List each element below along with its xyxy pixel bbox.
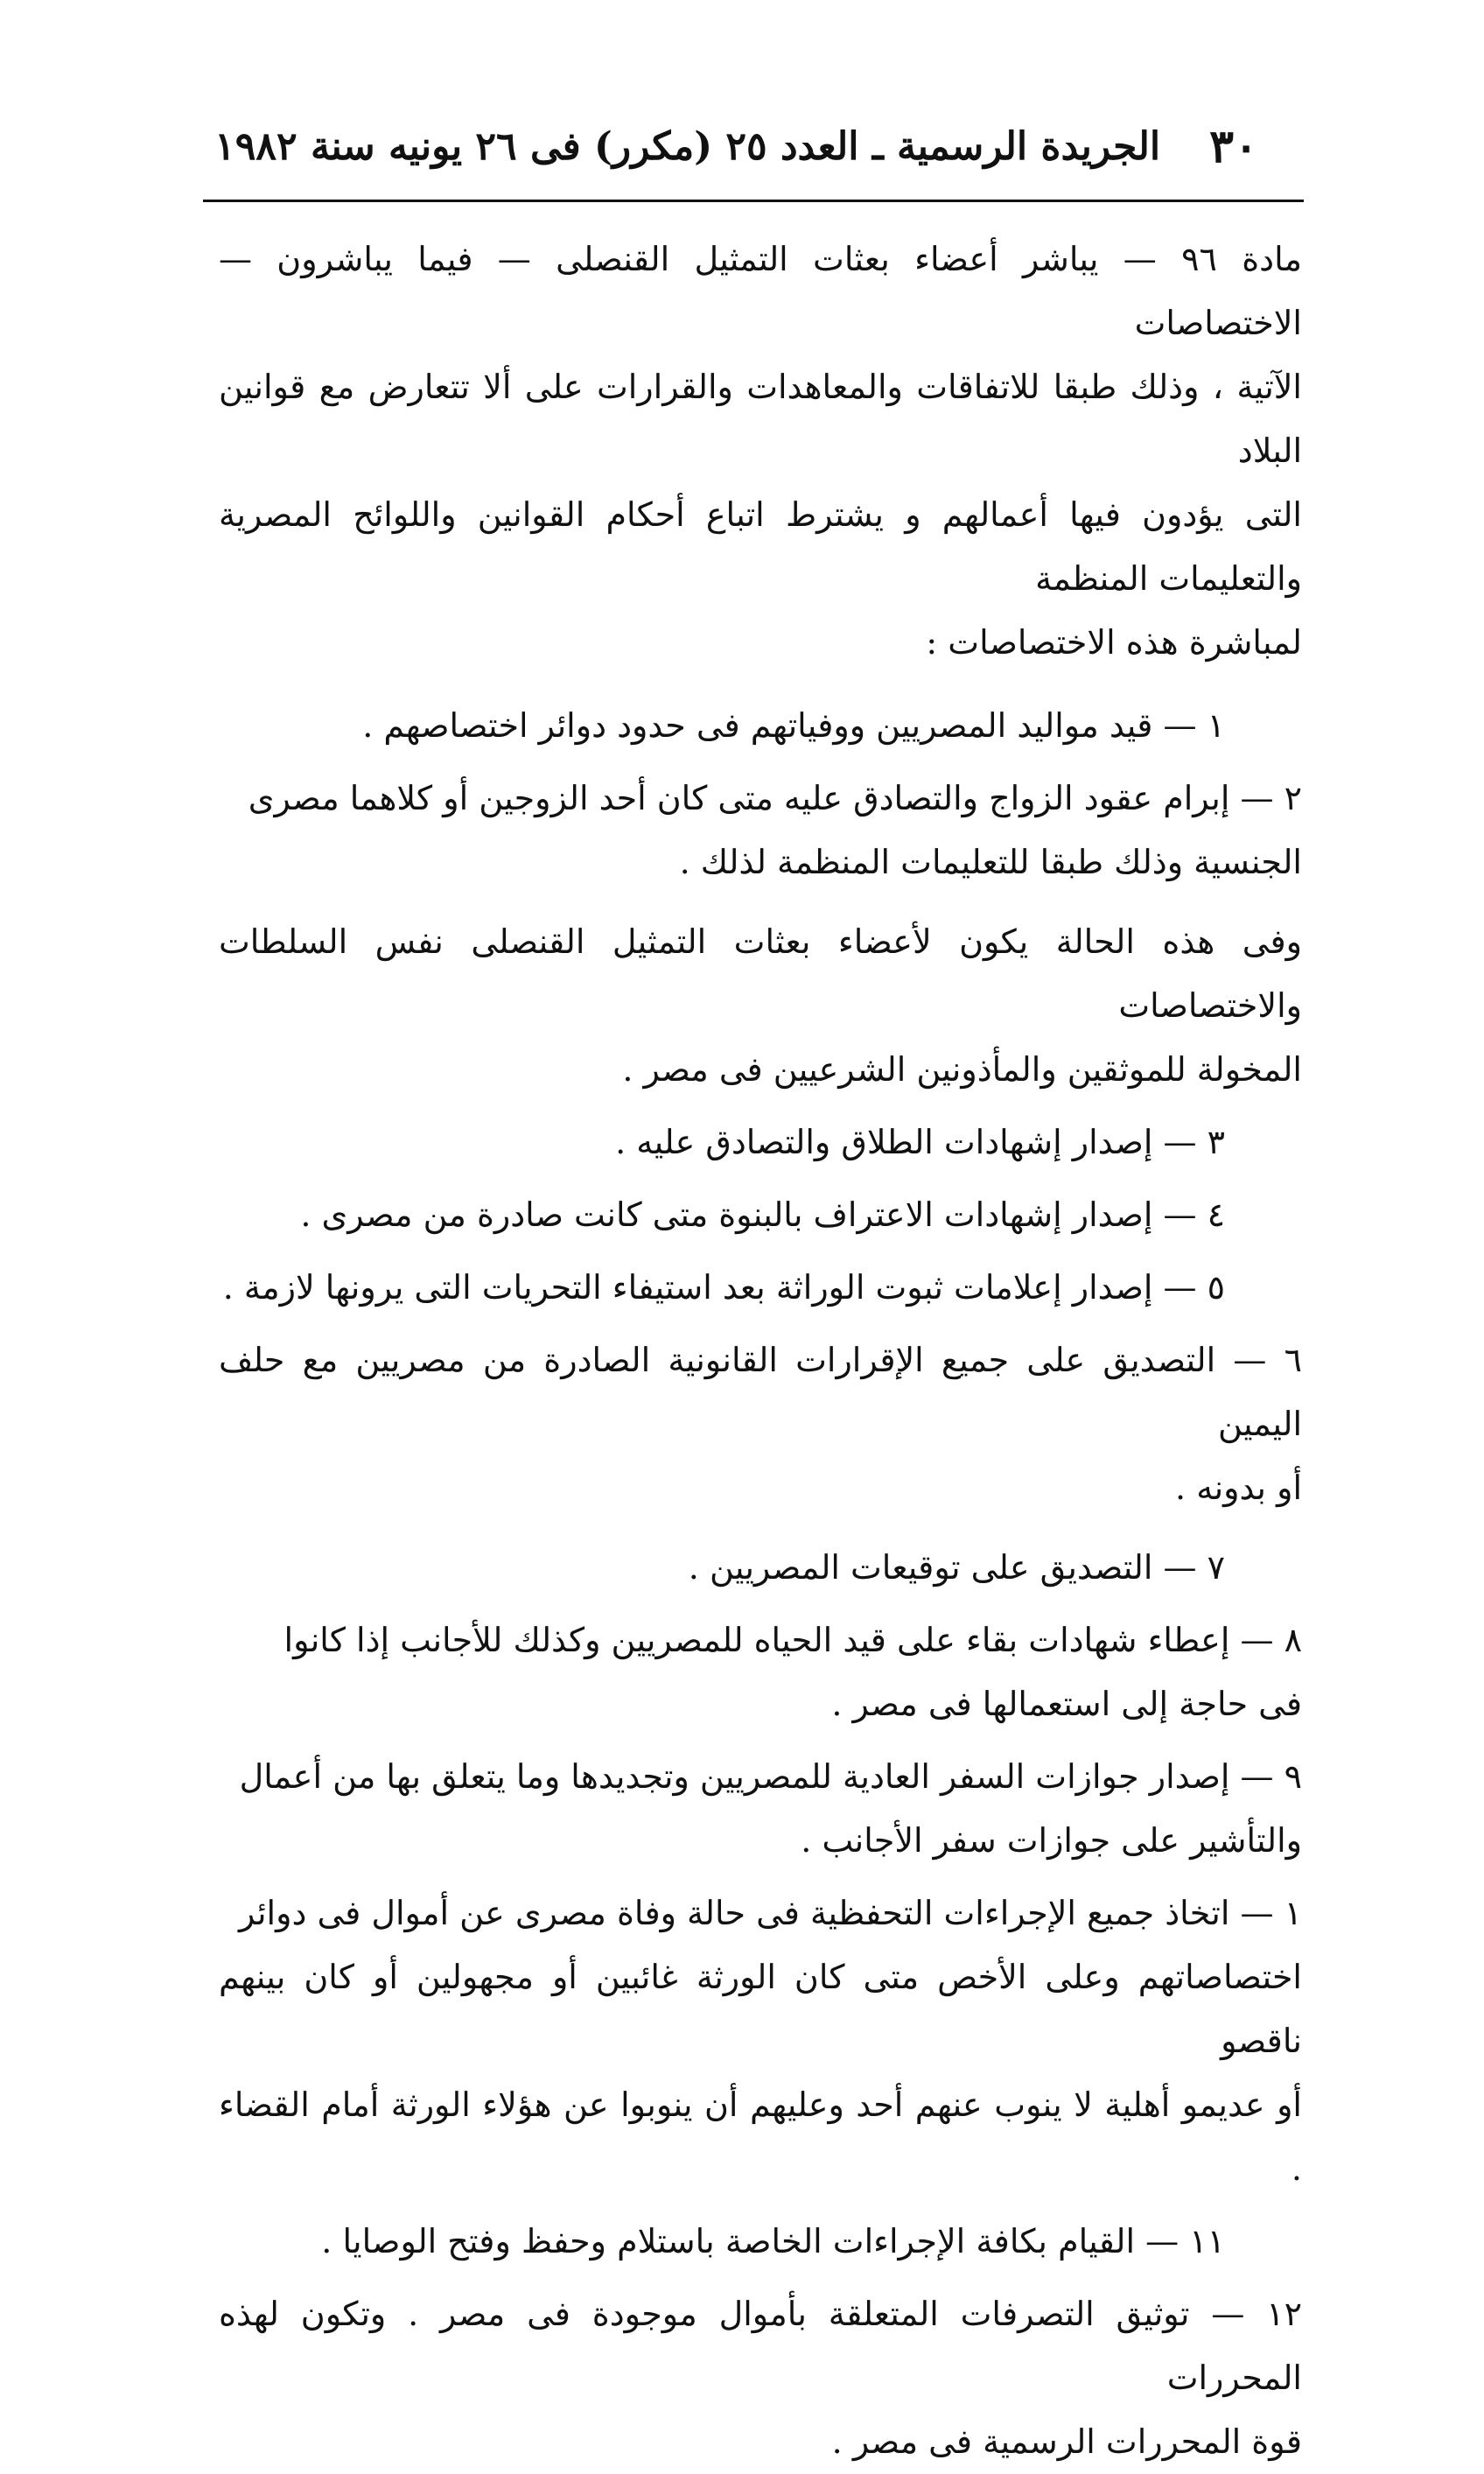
- list-item-6: [219, 1328, 1302, 1520]
- item-line: ٢ — إبرام عقود الزواج والتصادق عليه متى كان أحد الزوجين أو كلاهما مصرى: [248, 779, 1302, 817]
- article-line: لمباشرة هذه الاختصاصات :: [926, 623, 1302, 662]
- list-item-1: [219, 694, 1302, 758]
- item-line: قوة المحررات الرسمية فى مصر .: [831, 2422, 1302, 2461]
- article-line: الآتية ، وذلك طبقا للاتفاقات والمعاهدات والقرارات على ألا تتعارض مع قوانين البلاد: [219, 368, 1302, 470]
- item-line: ١ — قيد مواليد المصريين ووفياتهم فى حدود دوائر اختصاصهم .: [362, 706, 1225, 745]
- list-item-11: [219, 2210, 1302, 2274]
- item-line: والتأشير على جوازات سفر الأجانب .: [801, 1821, 1302, 1860]
- item-line: ٦ — التصديق على جميع الإقرارات القانونية الصادرة من مصريين مع حلف اليمين: [219, 1341, 1302, 1443]
- article-line: التى يؤدون فيها أعمالهم و يشترط اتباع أحكام القوانين واللوائح المصرية والتعليمات المنظمة: [219, 495, 1302, 598]
- header-divider: [203, 200, 1304, 202]
- item-line: ١١ — القيام بكافة الإجراءات الخاصة باستلام وحفظ وفتح الوصايا .: [321, 2222, 1225, 2260]
- item-line: المخولة للموثقين والمأذونين الشرعيين فى مصر .: [622, 1050, 1302, 1089]
- item-line: ٧ — التصديق على توقيعات المصريين .: [688, 1548, 1225, 1587]
- page-header: [203, 112, 1304, 182]
- article-96-paragraph: [219, 228, 1302, 675]
- list-item-9: [219, 1745, 1302, 1873]
- item-line: أو عديمو أهلية لا ينوب عنهم أحد وعليهم أن ينوبوا عن هؤلاء الورثة أمام القضاء .: [219, 2085, 1302, 2188]
- list-item-12: [219, 2282, 1302, 2474]
- item-line: فى حاجة إلى استعمالها فى مصر .: [831, 1685, 1302, 1723]
- item-line: ١٢ — توثيق التصرفات المتعلقة بأموال موجودة فى مصر . وتكون لهذه المحررات: [219, 2295, 1302, 2397]
- item-line: اختصاصاتهم وعلى الأخص متى كان الورثة غائبين أو مجهولين أو كان بينهم ناقصو: [219, 1958, 1302, 2060]
- page-number: ٣٠: [1209, 120, 1258, 173]
- document-body: [219, 228, 1302, 2474]
- marriage-authority-paragraph: [219, 910, 1302, 1102]
- list-item-2: [219, 767, 1302, 894]
- item-line: ٤ — إصدار إشهادات الاعتراف بالبنوة متى كانت صادرة من مصرى .: [300, 1195, 1225, 1234]
- item-line: ٨ — إعطاء شهادات بقاء على قيد الحياه للمصريين وكذلك للأجانب إذا كانوا: [284, 1621, 1302, 1659]
- item-line: ٥ — إصدار إعلامات ثبوت الوراثة بعد استيفاء التحريات التى يرونها لازمة .: [222, 1268, 1225, 1307]
- item-line: ٩ — إصدار جوازات السفر العادية للمصريين وتجديدها وما يتعلق بها من أعمال: [239, 1757, 1302, 1796]
- gazette-title: الجريدة الرسمية ـ العدد ٢٥ (مكرر) فى ٢٦ يونيه سنة ١٩٨٢: [214, 124, 1161, 169]
- item-line: ١ — اتخاذ جميع الإجراءات التحفظية فى حالة وفاة مصرى عن أموال فى دوائر: [239, 1894, 1302, 1932]
- item-line: أو بدونه .: [1175, 1468, 1302, 1507]
- item-line: الجنسية وذلك طبقا للتعليمات المنظمة لذلك .: [679, 843, 1302, 881]
- item-line: ٣ — إصدار إشهادات الطلاق والتصادق عليه .: [615, 1123, 1225, 1161]
- list-item-7: [219, 1536, 1302, 1600]
- list-item-10: [219, 1882, 1302, 2201]
- list-item-4: [219, 1183, 1302, 1247]
- article-line: مادة ٩٦ — يباشر أعضاء بعثات التمثيل القنصلى — فيما يباشرون — الاختصاصات: [219, 240, 1302, 342]
- list-item-5: [219, 1256, 1302, 1320]
- list-item-3: [219, 1111, 1302, 1174]
- list-item-8: [219, 1608, 1302, 1736]
- item-line: وفى هذه الحالة يكون لأعضاء بعثات التمثيل القنصلى نفس السلطات والاختصاصات: [219, 922, 1302, 1025]
